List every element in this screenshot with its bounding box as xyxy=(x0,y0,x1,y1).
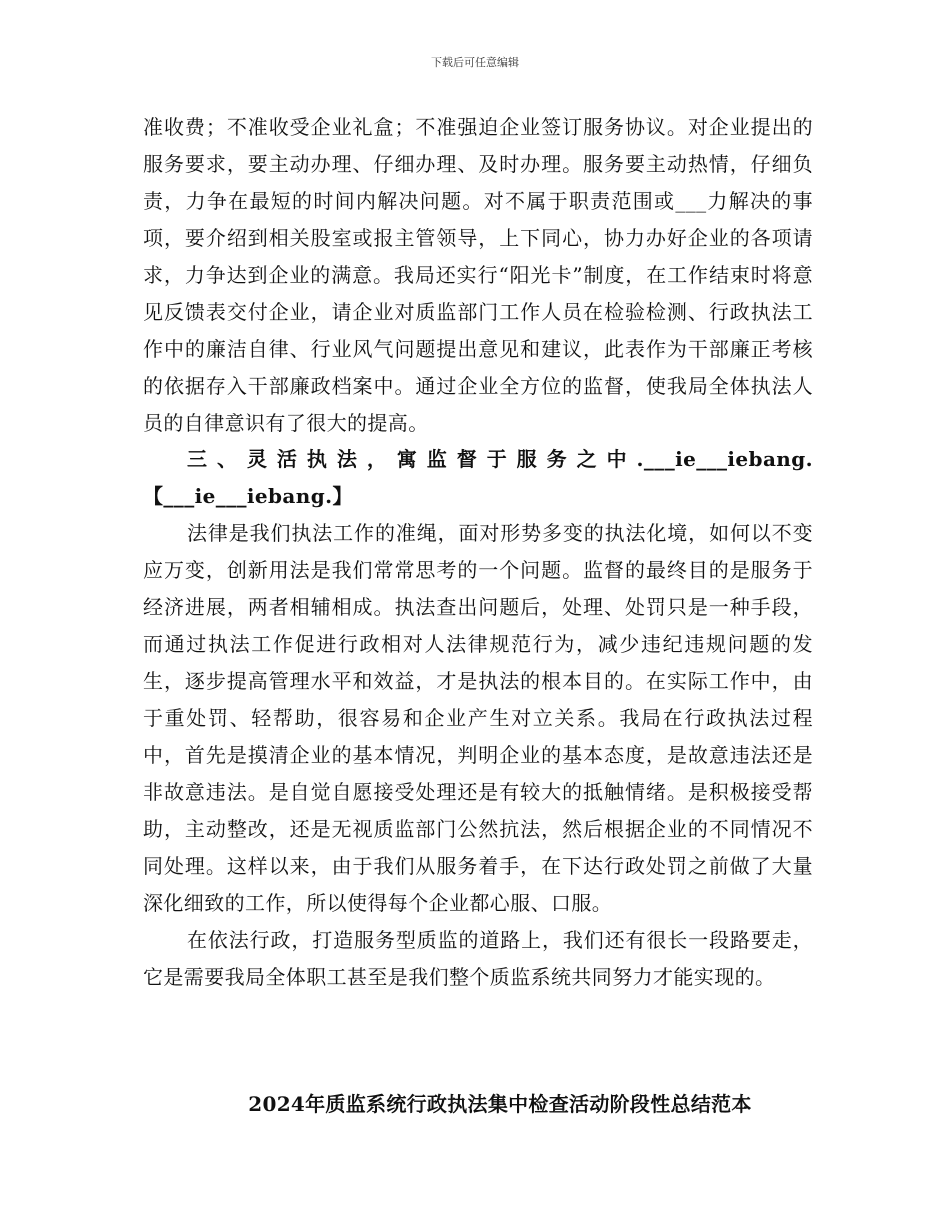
page-header: 下载后可任意编辑 xyxy=(431,56,519,69)
body-block-1 xyxy=(143,109,813,442)
paragraph-conclusion: 在依法行政，打造服务型质监的道路上，我们还有很长一段路要走，它是需要我局全体职工甚至是我们整个质监系统共同努力才能实现的。 xyxy=(143,928,813,989)
section-heading-3: 三、灵活执法，寓监督于服务之中.___ie___iebang.【___ie___iebang.】 xyxy=(143,447,813,508)
document-title: 2024年质监系统行政执法集中检查活动阶段性总结范本 xyxy=(248,1092,752,1116)
body-block-2 xyxy=(143,441,813,996)
paragraph-continuation: 准收费；不准收受企业礼盒；不准强迫企业签订服务协议。对企业提出的服务要求，要主动办理、仔细办理、及时办理。服务要主动热情，仔细负责，力争在最短的时间内解决问题。对不属于职责范围或___力解决的事项，要介绍到相关股室或报主管领导，上下同心，协力办好企业的各项请求，力争达到企业的满意。我局还实行“阳光卡”制度，在工作结束时将意见反馈表交付企业，请企业对质监部门工作人员在检验检测、行政执法工作中的廉洁自律、行业风气问题提出意见和建议，此表作为干部廉正考核的依据存入干部廉政档案中。通过企业全方位的监督，使我局全体执法人员的自律意识有了很大的提高。 xyxy=(143,115,813,435)
paragraph-law: 法律是我们执法工作的准绳，面对形势多变的执法化境，如何以不变应万变，创新用法是我们常常思考的一个问题。监督的最终目的是服务于经济进展，两者相辅相成。执法查出问题后，处理、处罚只是一种手段，而通过执法工作促进行政相对人法律规范行为，减少违纪违规问题的发生，逐步提高管理水平和效益，才是执法的根本目的。在实际工作中，由于重处罚、轻帮助，很容易和企业产生对立关系。我局在行政执法过程中，首先是摸清企业的基本情况，判明企业的基本态度，是故意违法还是非故意违法。是自觉自愿接受处理还是有较大的抵触情绪。是积极接受帮助，主动整改，还是无视质监部门公然抗法，然后根据企业的不同情况不同处理。这样以来，由于我们从服务着手，在下达行政处罚之前做了大量深化细致的工作，所以使得每个企业都心服、口服。 xyxy=(143,521,813,915)
